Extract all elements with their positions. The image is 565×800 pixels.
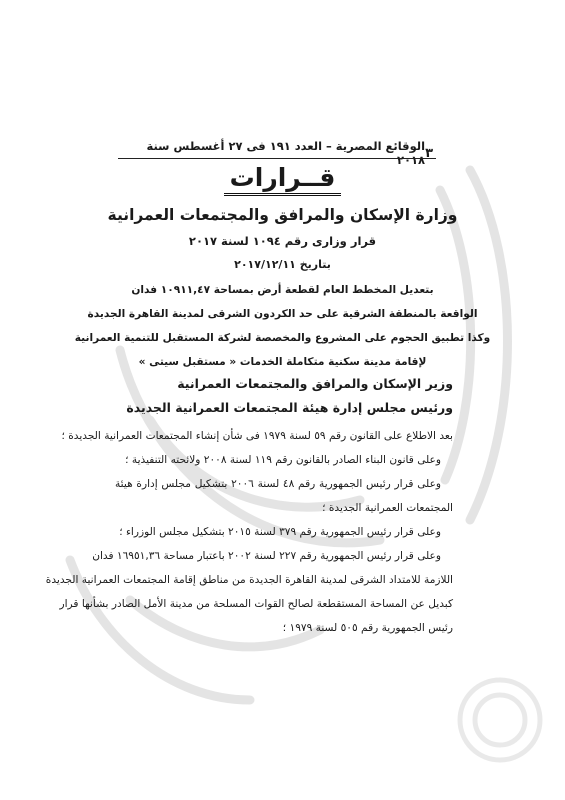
body-line-5: وعلى قرار رئيس الجمهورية رقم ٣٧٩ لسنة ٢٠١٥ بتشكيل مجلس الوزراء ؛	[119, 526, 441, 538]
subject-line-1: بتعديل المخطط العام لقطعة أرض بمساحة ١٠٩١١,٤٧ فدان	[131, 284, 434, 296]
body-line-2: وعلى قانون البناء الصادر بالقانون رقم ١١٩ لسنة ٢٠٠٨ ولائحته التنفيذية ؛	[125, 454, 441, 466]
header-rule	[118, 158, 436, 159]
subject-line-4: لإقامة مدينة سكنية متكاملة الخدمات « مستقبل سيتى »	[138, 356, 427, 368]
section-title: قــرارات	[0, 163, 565, 196]
subject-line-2: الواقعة بالمنطقة الشرقية على حد الكردون الشرقى لمدينة القاهرة الجديدة	[87, 308, 478, 320]
body-line-4: المجتمعات العمرانية الجديدة ؛	[322, 502, 453, 514]
decree-date: بتاريخ ٢٠١٧/١٢/١١	[234, 258, 331, 271]
body-line-3: وعلى قرار رئيس الجمهورية رقم ٤٨ لسنة ٢٠٠٦ بتشكيل مجلس إدارة هيئة	[115, 478, 442, 490]
subject-line-3: وكذا تطبيق الحجوم على المشروع والمخصصة لشركة المستقبل للتنمية العمرانية	[74, 332, 491, 344]
page-number: ٣	[425, 145, 433, 161]
body-line-9: رئيس الجمهورية رقم ٥٠٥ لسنة ١٩٧٩ ؛	[282, 622, 453, 634]
publication-info: الوقائع المصرية – العدد ١٩١ فى ٢٧ أغسطس سنة ٢٠١٨	[146, 139, 426, 167]
body-line-8: كبديل عن المساحة المستقطعة لصالح القوات المسلحة من مدينة الأمل الصادر بشأنها قرار	[59, 598, 453, 610]
authority-chairman: ورئيس مجلس إدارة هيئة المجتمعات العمرانية الجديدة	[126, 400, 453, 415]
body-line-1: بعد الاطلاع على القانون رقم ٥٩ لسنة ١٩٧٩ فى شأن إنشاء المجتمعات العمرانية الجديدة ؛	[61, 430, 453, 442]
body-line-7: اللازمة للامتداد الشرقى لمدينة القاهرة الجديدة من مناطق إقامة المجتمعات العمرانية الجديدة	[45, 574, 453, 586]
authority-minister: وزير الإسكان والمرافق والمجتمعات العمرانية	[177, 376, 453, 391]
decree-number: قرار وزارى رقم ١٠٩٤ لسنة ٢٠١٧	[188, 234, 377, 248]
ministry-title: وزارة الإسكان والمرافق والمجتمعات العمرانية	[107, 206, 458, 224]
body-line-6: وعلى قرار رئيس الجمهورية رقم ٢٢٧ لسنة ٢٠٠٢ باعتبار مساحة ١٦٩٥١,٣٦ فدان	[92, 550, 441, 562]
